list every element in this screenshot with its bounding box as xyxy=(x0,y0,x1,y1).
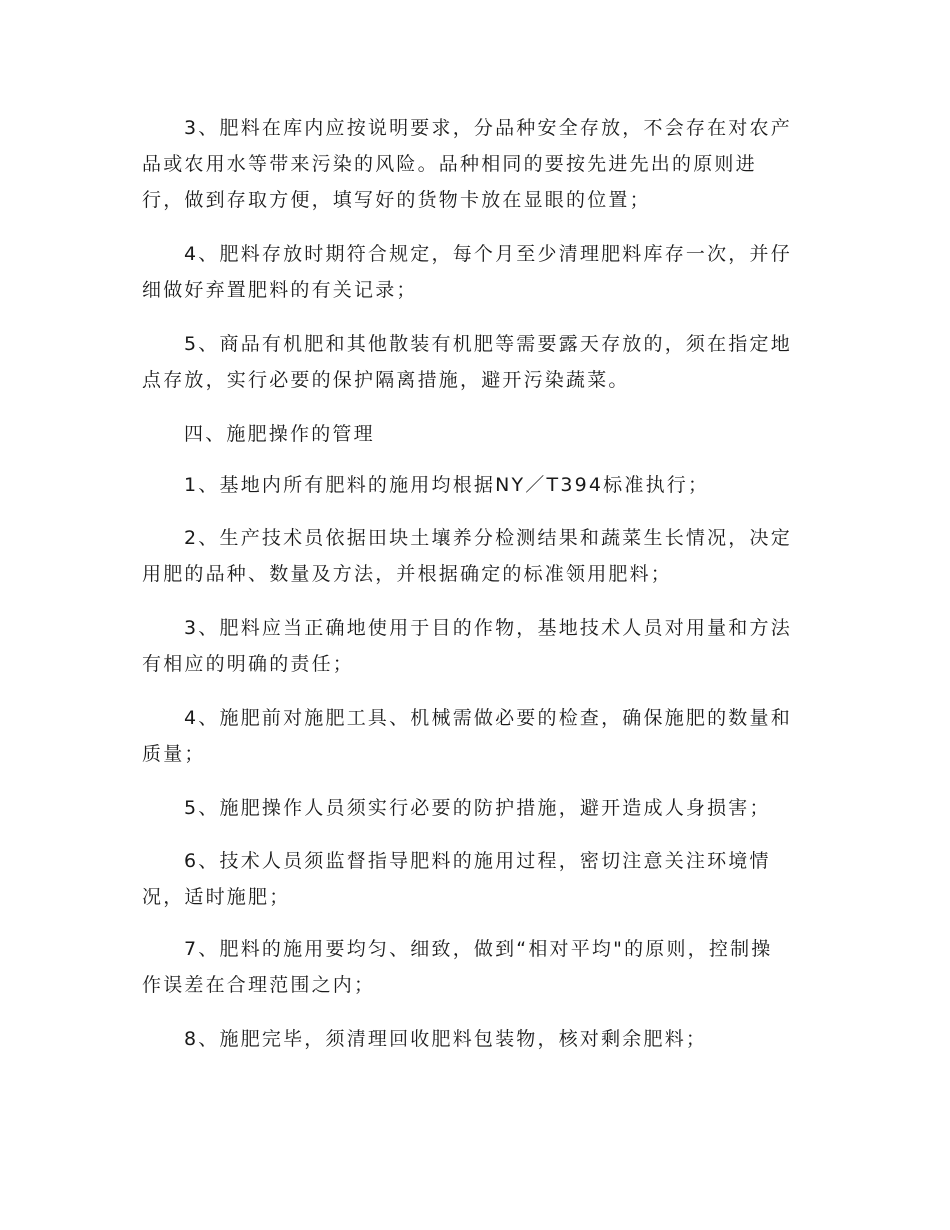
text-line: 2、生产技术员依据田块土壤养分检测结果和蔬菜生长情况，决定 xyxy=(184,527,792,549)
paragraph-operation-6 xyxy=(142,843,817,915)
paragraph-storage-5 xyxy=(142,326,817,398)
text-line: 5、商品有机肥和其他散装有机肥等需要露天存放的，须在指定地 xyxy=(184,333,792,355)
text-line: 用肥的品种、数量及方法，并根据确定的标准领用肥料； xyxy=(142,563,673,585)
paragraph-operation-7 xyxy=(142,931,817,1003)
paragraph-operation-5 xyxy=(142,790,817,826)
paragraph-operation-8 xyxy=(142,1021,817,1057)
text-line: 细做好弃置肥料的有关记录； xyxy=(142,279,418,301)
text-line: 点存放，实行必要的保护隔离措施，避开污染蔬菜。 xyxy=(142,369,630,391)
paragraph-storage-3 xyxy=(142,110,817,218)
section-heading-text: 四、施肥操作的管理 xyxy=(184,423,375,445)
section-heading xyxy=(142,416,817,452)
text-line: 8、施肥完毕，须清理回收肥料包装物，核对剩余肥料； xyxy=(184,1028,708,1050)
text-line: 4、施肥前对施肥工具、机械需做必要的检查，确保施肥的数量和 xyxy=(184,707,792,729)
paragraph-operation-1 xyxy=(142,467,817,503)
text-line: 品或农用水等带来污染的风险。品种相同的要按先进先出的原则进 xyxy=(142,153,757,175)
text-line: 作误差在合理范围之内； xyxy=(142,974,376,996)
text-line: 3、肥料在库内应按说明要求，分品种安全存放，不会存在对农产 xyxy=(184,117,792,139)
text-line: 5、施肥操作人员须实行必要的防护措施，避开造成人身损害； xyxy=(184,797,771,819)
text-line: 7、肥料的施用要均匀、细致，做到“相对平均"的原则，控制操 xyxy=(184,938,773,960)
paragraph-storage-4 xyxy=(142,236,817,308)
text-line: 4、肥料存放时期符合规定，每个月至少清理肥料库存一次，并仔 xyxy=(184,243,792,265)
text-line: 6、技术人员须监督指导肥料的施用过程，密切注意关注环境情 xyxy=(184,850,771,872)
paragraph-operation-3 xyxy=(142,610,817,682)
paragraph-operation-2 xyxy=(142,520,817,592)
text-line: 行，做到存取方便，填写好的货物卡放在显眼的位置； xyxy=(142,189,651,211)
text-line: 质量； xyxy=(142,743,206,765)
text-line: 3、肥料应当正确地使用于目的作物，基地技术人员对用量和方法 xyxy=(184,617,792,639)
text-line: 有相应的明确的责任； xyxy=(142,653,355,675)
text-line: 1、基地内所有肥料的施用均根据NY／T394标准执行； xyxy=(184,474,710,496)
text-line: 况，适时施肥； xyxy=(142,886,291,908)
paragraph-operation-4 xyxy=(142,700,817,772)
